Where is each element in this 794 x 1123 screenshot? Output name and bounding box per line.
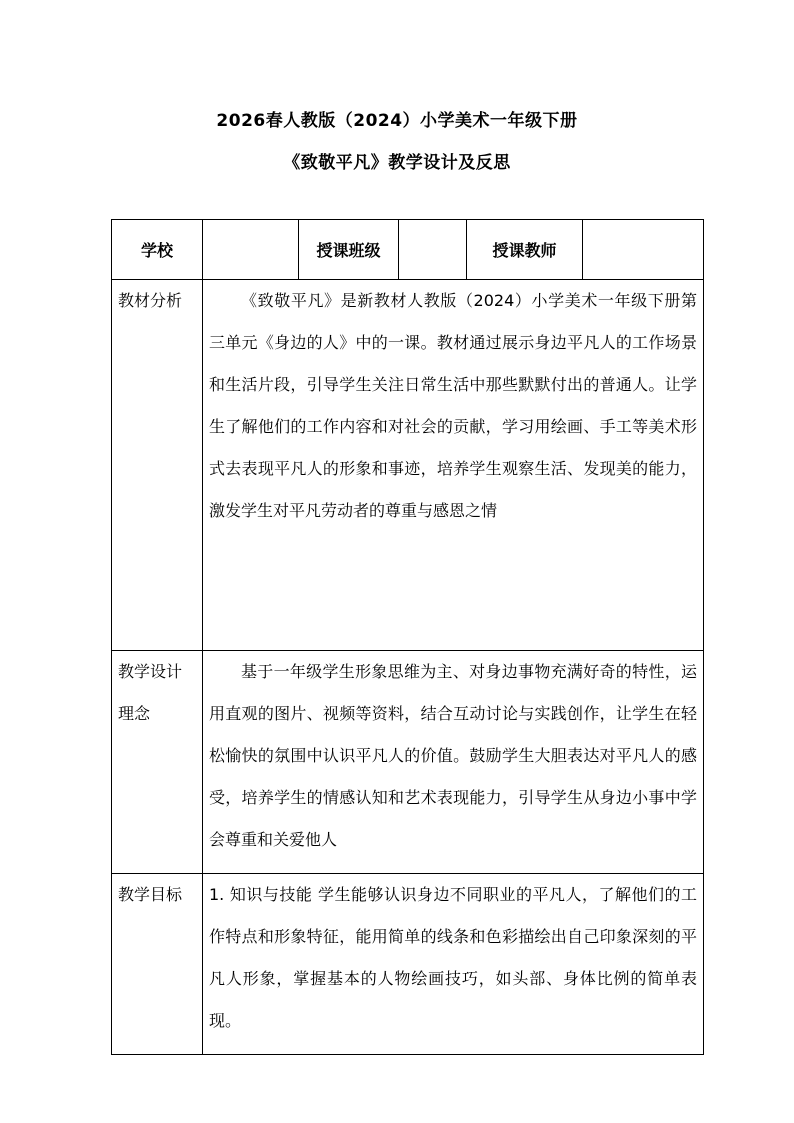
table-row	[112, 651, 704, 874]
document-subtitle: 《致敬平凡》教学设计及反思	[283, 153, 511, 173]
row-content-material-analysis: 《致敬平凡》是新教材人教版（2024）小学美术一年级下册第三单元《身边的人》中的一课。教材通过展示身边平凡人的工作场景和生活片段，引导学生关注日常生活中那些默默付出的普通人。让学生了解他们的工作内容和对社会的贡献，学习用绘画、手工等美术形式去表现平凡人的形象和事迹，培养学生观察生活、发现美的能力，激发学生对平凡劳动者的尊重与感恩之情	[203, 280, 704, 651]
lesson-plan-table	[111, 219, 704, 1055]
header-row	[112, 220, 704, 280]
class-label: 授课班级	[299, 220, 399, 280]
row-label-design-concept: 教学设计理念	[112, 651, 203, 874]
class-value	[399, 220, 467, 280]
teacher-value	[583, 220, 704, 280]
row-label-teaching-goals: 教学目标	[112, 874, 203, 1055]
row-content-design-concept: 基于一年级学生形象思维为主、对身边事物充满好奇的特性，运用直观的图片、视频等资料，结合互动讨论与实践创作，让学生在轻松愉快的氛围中认识平凡人的价值。鼓励学生大胆表达对平凡人的感受，培养学生的情感认知和艺术表现能力，引导学生从身边小事中学会尊重和关爱他人	[203, 651, 704, 874]
row-label-material-analysis: 教材分析	[112, 280, 203, 651]
table-row	[112, 280, 704, 651]
document-title: 2026春人教版（2024）小学美术一年级下册	[216, 111, 578, 131]
row-content-teaching-goals: 1. 知识与技能 学生能够认识身边不同职业的平凡人，了解他们的工作特点和形象特征，能用简单的线条和色彩描绘出自己印象深刻的平凡人形象，掌握基本的人物绘画技巧，如头部、身体比例的简单表现。	[203, 874, 704, 1055]
teacher-label: 授课教师	[467, 220, 583, 280]
school-value	[203, 220, 299, 280]
table-row	[112, 874, 704, 1055]
school-label: 学校	[112, 220, 203, 280]
